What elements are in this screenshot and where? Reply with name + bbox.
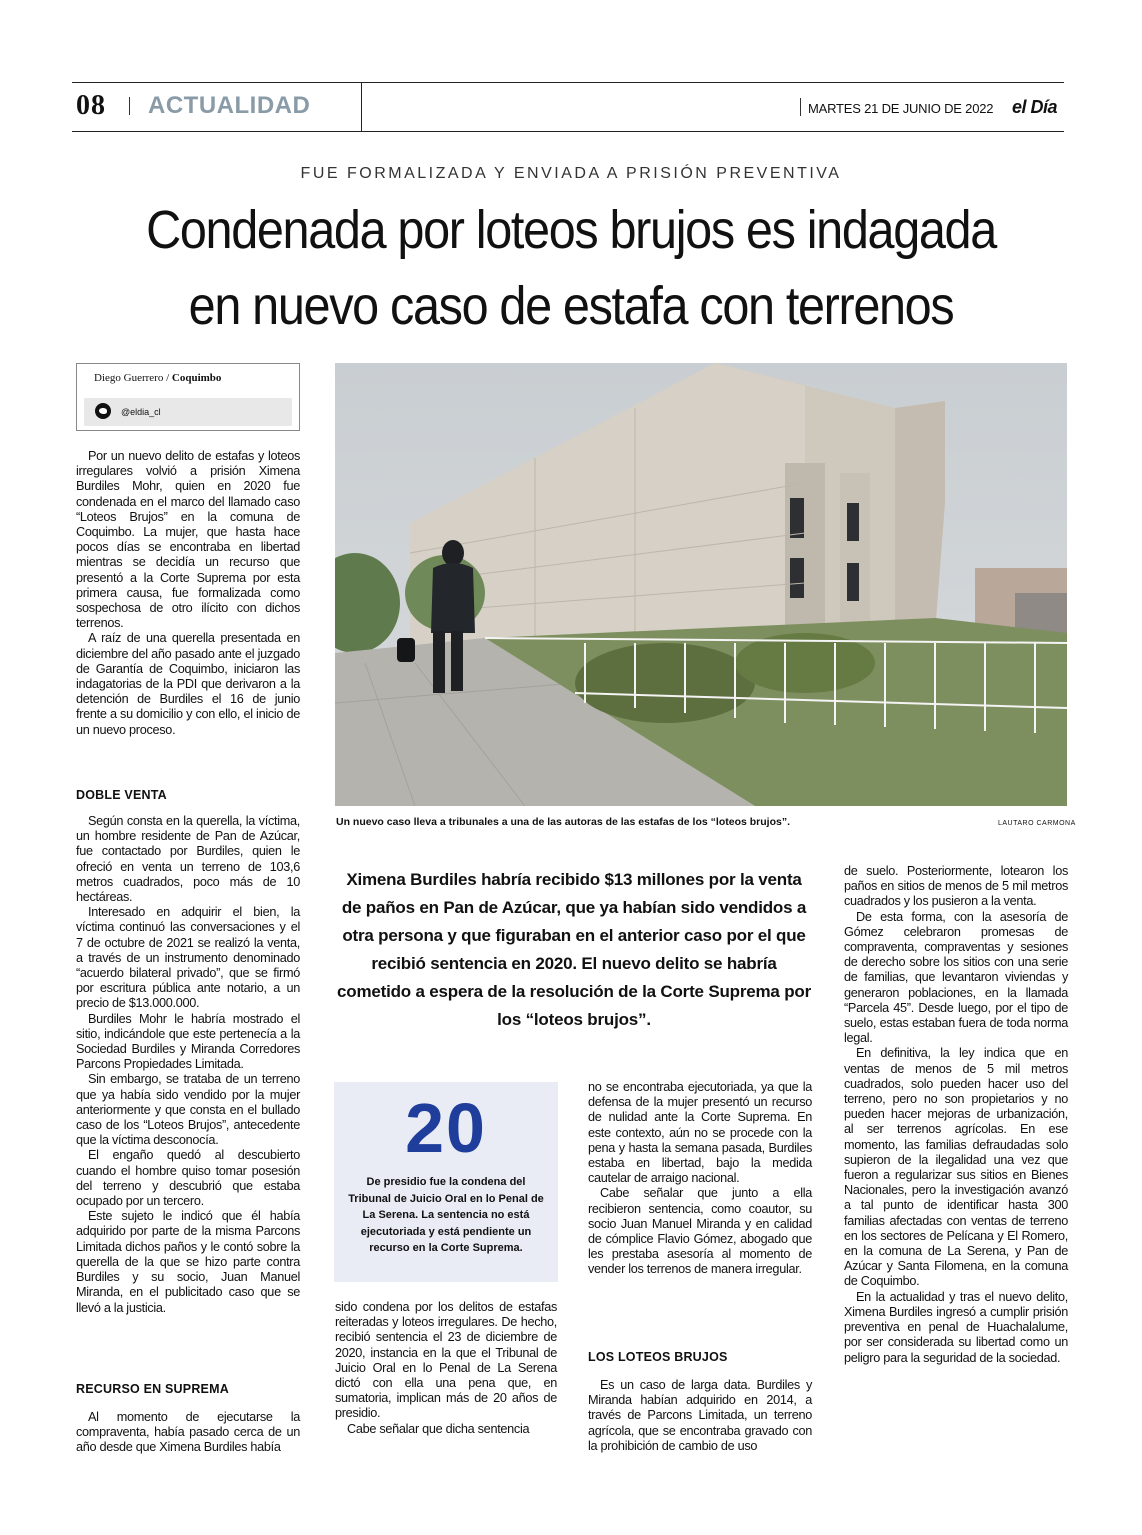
paragraph: Es un caso de larga data. Burdiles y Miranda habían adquirido en 2014, a través de Parcons Limitada, un terreno agrícola, que se encontraba gravado con la prohibición de cambio de uso [588,1378,812,1453]
column-1-body [76,814,300,1316]
issue-date: MARTES 21 DE JUNIO DE 2022 [808,101,994,116]
column-1-end [76,1410,300,1456]
column-4-body [844,864,1068,1366]
paragraph: El engaño quedó al descubierto cuando el hombre quiso tomar posesión del terreno y descubrió que estaba ocupado por un tercero. [76,1148,300,1209]
subhead-doble-venta: DOBLE VENTA [76,788,167,802]
subhead-recurso-suprema: RECURSO EN SUPREMA [76,1382,229,1396]
paragraph: sido condena por los delitos de estafas reiteradas y loteos irregulares. De hecho, recibió sentencia el 23 de diciembre de 2020, instancia en la que el Tribunal de Juicio Oral en lo Penal de La Serena dictó con ella una pena que, en sumatoria, implican más de 20 años de presidio. [335,1300,557,1421]
photo-credit: LAUTARO CARMONA [998,820,1076,827]
header-divider [800,98,801,116]
paragraph: Al momento de ejecutarse la compraventa, había pasado cerca de un año desde que Ximena Burdiles había [76,1410,300,1455]
byline-place: Coquimbo [171,372,222,384]
twitter-handle: @eldia_cl [121,407,161,417]
paragraph: Burdiles Mohr le habría mostrado el sitio, indicándole que este pertenecía a la Sociedad Burdiles y Miranda Corredores Parcons Propiedades Limitada. [76,1011,300,1072]
stat-text: De presidio fue la condena del Tribunal de Juicio Oral en lo Penal de La Serena. La sentencia no está ejecutoriada y está pendiente un recurso en la Corte Suprema. [348,1176,544,1255]
article-photo [335,363,1067,806]
byline [94,372,221,384]
photo-caption: Un nuevo caso lleva a tribunales a una de las autoras de las estafas de los “loteos brujos”. [336,816,790,828]
paragraph: A raíz de una querella presentada en diciembre del año pasado ante el juzgado de Garantía de Coquimbo, iniciaron las indagatorias de la PDI que derivaron a la detención de Burdiles el 16 de junio frente a su domicilio y con ello, el inicio de un nuevo proceso. [76,631,300,737]
headline-line-1: Condenada por loteos brujos es indagada [146,200,996,260]
column-3-body [588,1080,812,1278]
headline [93,192,1049,344]
header-bottom-rule [72,131,1064,132]
paragraph: Interesado en adquirir el bien, la víctima continuó las conversaciones y el 7 de octubre de 2021 se realizó la venta, a través de un instrumento denominado “acuerdo bilateral privado”, que se firmó por escritura pública ante notario, a un precio de $13.000.000. [76,905,300,1011]
paragraph: Cabe señalar que dicha sentencia [347,1421,530,1436]
column-3-end [588,1378,812,1454]
header-vertical-rule [361,82,362,131]
paragraph: De esta forma, con la asesoría de Gómez celebraron promesas de compraventa, compraventas y sesiones de derecho sobre los sitios con una serie de familias, que levantaron viviendas y generaron poblaciones, en la llamada “Parcela 45”. Desde luego, por el tipo de suelo, estas estaban fuera de toda norma legal. [844,909,1068,1046]
section-label: ACTUALIDAD [148,92,311,119]
subhead-loteos-brujos: LOS LOTEOS BRUJOS [588,1350,728,1364]
paragraph: Cabe señalar que junto a ella recibieron sentencia, como coautor, su socio Juan Manuel Miranda y en calidad de cómplice Flavio Gómez, abogado que les prestaba asesoría al momento de vender los terrenos de manera irregular. [588,1186,812,1277]
header-divider [129,97,130,115]
paragraph: Por un nuevo delito de estafas y loteos irregulares volvió a prisión Ximena Burdiles Mohr, quien en 2020 fue condenada en el marco del llamado caso “Loteos Brujos” en la comuna de Coquimbo. La mujer, que hasta hace pocos días se encontraba en libertad mientras se decidía un recurso que presentó a la Corte Suprema por esta primera causa, fue formalizada como sospechosa de otro ilícito con dichos terrenos. [76,449,300,631]
paragraph: de suelo. Posteriormente, lotearon los paños en sitios de menos de 5 mil metros cuadrados y los pusieron a la venta. [844,864,1068,909]
headline-line-2: en nuevo caso de estafa con terrenos [188,276,954,336]
page-number: 08 [76,90,106,121]
paragraph: En la actualidad y tras el nuevo delito, Ximena Burdiles ingresó a cumplir prisión preventiva en penal de Huachalalume, por ser considerada su libertad como un peligro para la seguridad de la sociedad. [844,1289,1068,1365]
paragraph: En definitiva, la ley indica que en ventas de menos de 5 mil metros cuadrados, solo pueden hacer uso del terreno, pero no son propietarios y no pueden hacer mejoras de urbanización, al ser terrenos agrícolas. En ese momento, las familias defraudadas solo supieron de la ilegalidad una vez que fueron a regularizar sus sitios en Bienes Nacionales, pero la investigación avanzó a tal punto de identificar hasta 300 familias afectadas con ventas de terreno en los sectores de Pelícana y El Romero, en la comuna de La Serena, y Pan de Azúcar y Santa Filomena, en la comuna de Coquimbo. [844,1046,1068,1289]
twitter-icon [95,403,111,419]
paragraph: Según consta en la querella, la víctima, un hombre residente de Pan de Azúcar, fue contactado por Burdiles, quien le ofreció en venta un terreno de 103,6 metros cuadrados, poco más de 10 hectáreas. [76,814,300,905]
header-top-rule [72,82,1064,83]
stat-number: 20 [405,1089,487,1167]
newspaper-logo: el Día [1012,97,1058,117]
paragraph: Este sujeto le indicó que él había adquirido por parte de la misma Parcons Limitada dichos paños y le contó sobre la querella de la que se hizo parte contra Burdiles y su socio, Juan Manuel Miranda, en el publicitado caso que se llevó a la justicia. [76,1209,300,1315]
courthouse-illustration [335,363,1067,806]
byline-author: Diego Guerrero / [94,372,170,384]
paragraph: no se encontraba ejecutoriada, ya que la defensa de la mujer presentó un recurso de nulidad ante la Corte Suprema. En este contexto, aún no se procede con la pena y hasta la semana pasada, Burdiles estaba en libertad, bajo la medida cautelar de arraigo nacional. [588,1080,812,1186]
column-2-body [335,1300,557,1437]
paragraph: Sin embargo, se trataba de un terreno que ya había sido vendido por la mujer anteriormente y que consta en el bullado caso de los “Loteos Brujos”, antecedente que la víctima desconocía. [76,1072,300,1148]
twitter-bar [84,398,292,426]
deck-summary: Ximena Burdiles habría recibido $13 millones por la venta de paños en Pan de Azúcar, que ya habían sido vendidos a otra persona y que figuraban en el anterior caso por el que recibió sentencia en 2020. El nuevo delito se habría cometido a espera de la resolución de la Corte Suprema por los “loteos brujos”. [337,870,811,1029]
kicker: FUE FORMALIZADA Y ENVIADA A PRISIÓN PREVENTIVA [300,165,842,182]
column-1-intro [76,449,300,738]
